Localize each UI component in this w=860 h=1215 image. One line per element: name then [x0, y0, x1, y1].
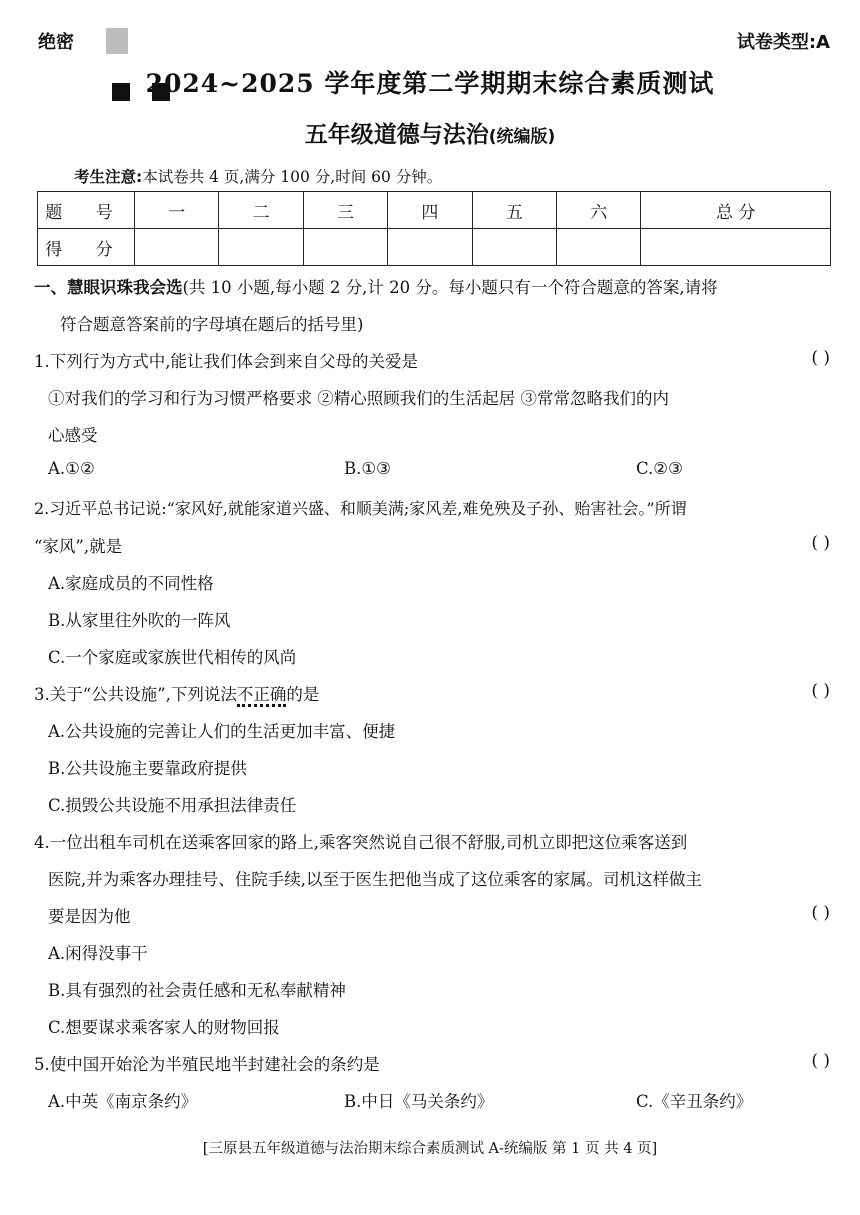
- notice-text: 本试卷共 4 页,满分 100 分,时间 60 分钟。: [142, 168, 443, 186]
- score-table-score-row: [38, 229, 831, 266]
- question-4-option-c: C.想要谋求乘客家人的财物回报: [48, 1018, 280, 1037]
- question-1-option-a: A.①②: [48, 459, 95, 478]
- score-cell[interactable]: [557, 229, 641, 266]
- section-heading: [34, 274, 718, 298]
- question-1-stem: 1.下列行为方式中,能让我们体会到来自父母的关爱是: [34, 352, 418, 371]
- question-2-option-b: B.从家里往外吹的一阵风: [48, 611, 231, 630]
- question-4-stem-cont: 医院,并为乘客办理挂号、住院手续,以至于医生把他当成了这位乘客的家属。司机这样做主: [48, 870, 702, 889]
- question-2-option-c: C.一个家庭或家族世代相传的风尚: [48, 648, 297, 667]
- answer-paren-4[interactable]: ( ): [811, 903, 830, 923]
- candidate-notice: [74, 165, 442, 187]
- score-row-label: 得 分: [38, 229, 135, 266]
- score-table-header-row: [38, 192, 831, 229]
- question-4-option-b: B.具有强烈的社会责任感和无私奉献精神: [48, 981, 346, 1000]
- table-header-cell: 三: [303, 192, 387, 229]
- table-header-cell: 一: [135, 192, 219, 229]
- question-3-option-a: A.公共设施的完善让人们的生活更加丰富、便捷: [48, 722, 396, 741]
- question-3-stem-start: 3.关于“公共设施”,下列说法: [34, 685, 237, 704]
- answer-paren-3[interactable]: ( ): [811, 681, 830, 701]
- table-header-cell: 题 号: [38, 192, 135, 229]
- question-2-stem-cont: “家风”,就是: [34, 537, 123, 556]
- score-cell[interactable]: [135, 229, 219, 266]
- score-cell[interactable]: [303, 229, 387, 266]
- section-instructions-cont: 符合题意答案前的字母填在题后的括号里): [60, 315, 364, 334]
- exam-title: 2024~2025 学年度第二学期期末综合素质测试: [145, 69, 715, 98]
- paper-type-label: 试卷类型:A: [736, 32, 830, 53]
- answer-paren-1[interactable]: ( ): [811, 348, 830, 368]
- question-1-option-c: C.②③: [636, 459, 683, 478]
- question-2-stem: 2.习近平总书记说:“家风好,就能家道兴盛、和顺美满;家风差,难免殃及子孙、贻害社会。”所谓: [34, 499, 687, 518]
- question-4-stem-end: 要是因为他: [48, 907, 131, 926]
- redaction-mark: [106, 28, 128, 54]
- answer-paren-2[interactable]: ( ): [811, 533, 830, 553]
- table-header-cell: 总 分: [641, 192, 831, 229]
- score-cell[interactable]: [388, 229, 472, 266]
- table-header-cell: 二: [219, 192, 303, 229]
- question-3-stem-end: 的是: [286, 685, 320, 704]
- table-header-cell: 五: [472, 192, 556, 229]
- subject-label: 五年级道德与法治: [304, 122, 489, 148]
- table-header-cell: 六: [557, 192, 641, 229]
- question-5-stem: 5.使中国开始沦为半殖民地半封建社会的条约是: [34, 1055, 380, 1074]
- table-header-cell: 四: [388, 192, 472, 229]
- question-1-option-b: B.①③: [344, 459, 391, 478]
- answer-paren-5[interactable]: ( ): [811, 1051, 830, 1071]
- score-table: [37, 191, 831, 266]
- section-title: 一、慧眼识珠我会选: [34, 278, 183, 297]
- question-4-stem: 4.一位出租车司机在送乘客回家的路上,乘客突然说自己很不舒服,司机立即把这位乘客送到: [34, 833, 688, 852]
- edition-label: (统编版): [488, 127, 556, 147]
- notice-label: 考生注意:: [74, 168, 143, 186]
- question-3-stem: [34, 681, 319, 705]
- question-3-option-b: B.公共设施主要靠政府提供: [48, 759, 247, 778]
- question-5-option-b: B.中日《马关条约》: [344, 1092, 494, 1111]
- secret-label: 绝密: [38, 32, 74, 53]
- question-1-statements-cont: 心感受: [48, 426, 98, 445]
- question-4-option-a: A.闲得没事干: [48, 944, 148, 963]
- page-footer: [三原县五年级道德与法治期末综合素质测试 A-统编版 第 1 页 共 4 页]: [202, 1141, 658, 1157]
- question-3-emphasis: 不正确: [237, 685, 287, 707]
- question-3-option-c: C.损毁公共设施不用承担法律责任: [48, 796, 297, 815]
- score-cell[interactable]: [219, 229, 303, 266]
- question-5-option-c: C.《辛丑条约》: [636, 1092, 753, 1111]
- exam-subtitle: [0, 116, 860, 149]
- score-cell[interactable]: [641, 229, 831, 266]
- question-5-option-a: A.中英《南京条约》: [48, 1092, 198, 1111]
- question-1-statements: ①对我们的学习和行为习惯严格要求 ②精心照顾我们的生活起居 ③常常忽略我们的内: [48, 389, 669, 408]
- section-instructions: (共 10 小题,每小题 2 分,计 20 分。每小题只有一个符合题意的答案,请将: [182, 278, 718, 297]
- score-cell[interactable]: [472, 229, 556, 266]
- question-2-option-a: A.家庭成员的不同性格: [48, 574, 214, 593]
